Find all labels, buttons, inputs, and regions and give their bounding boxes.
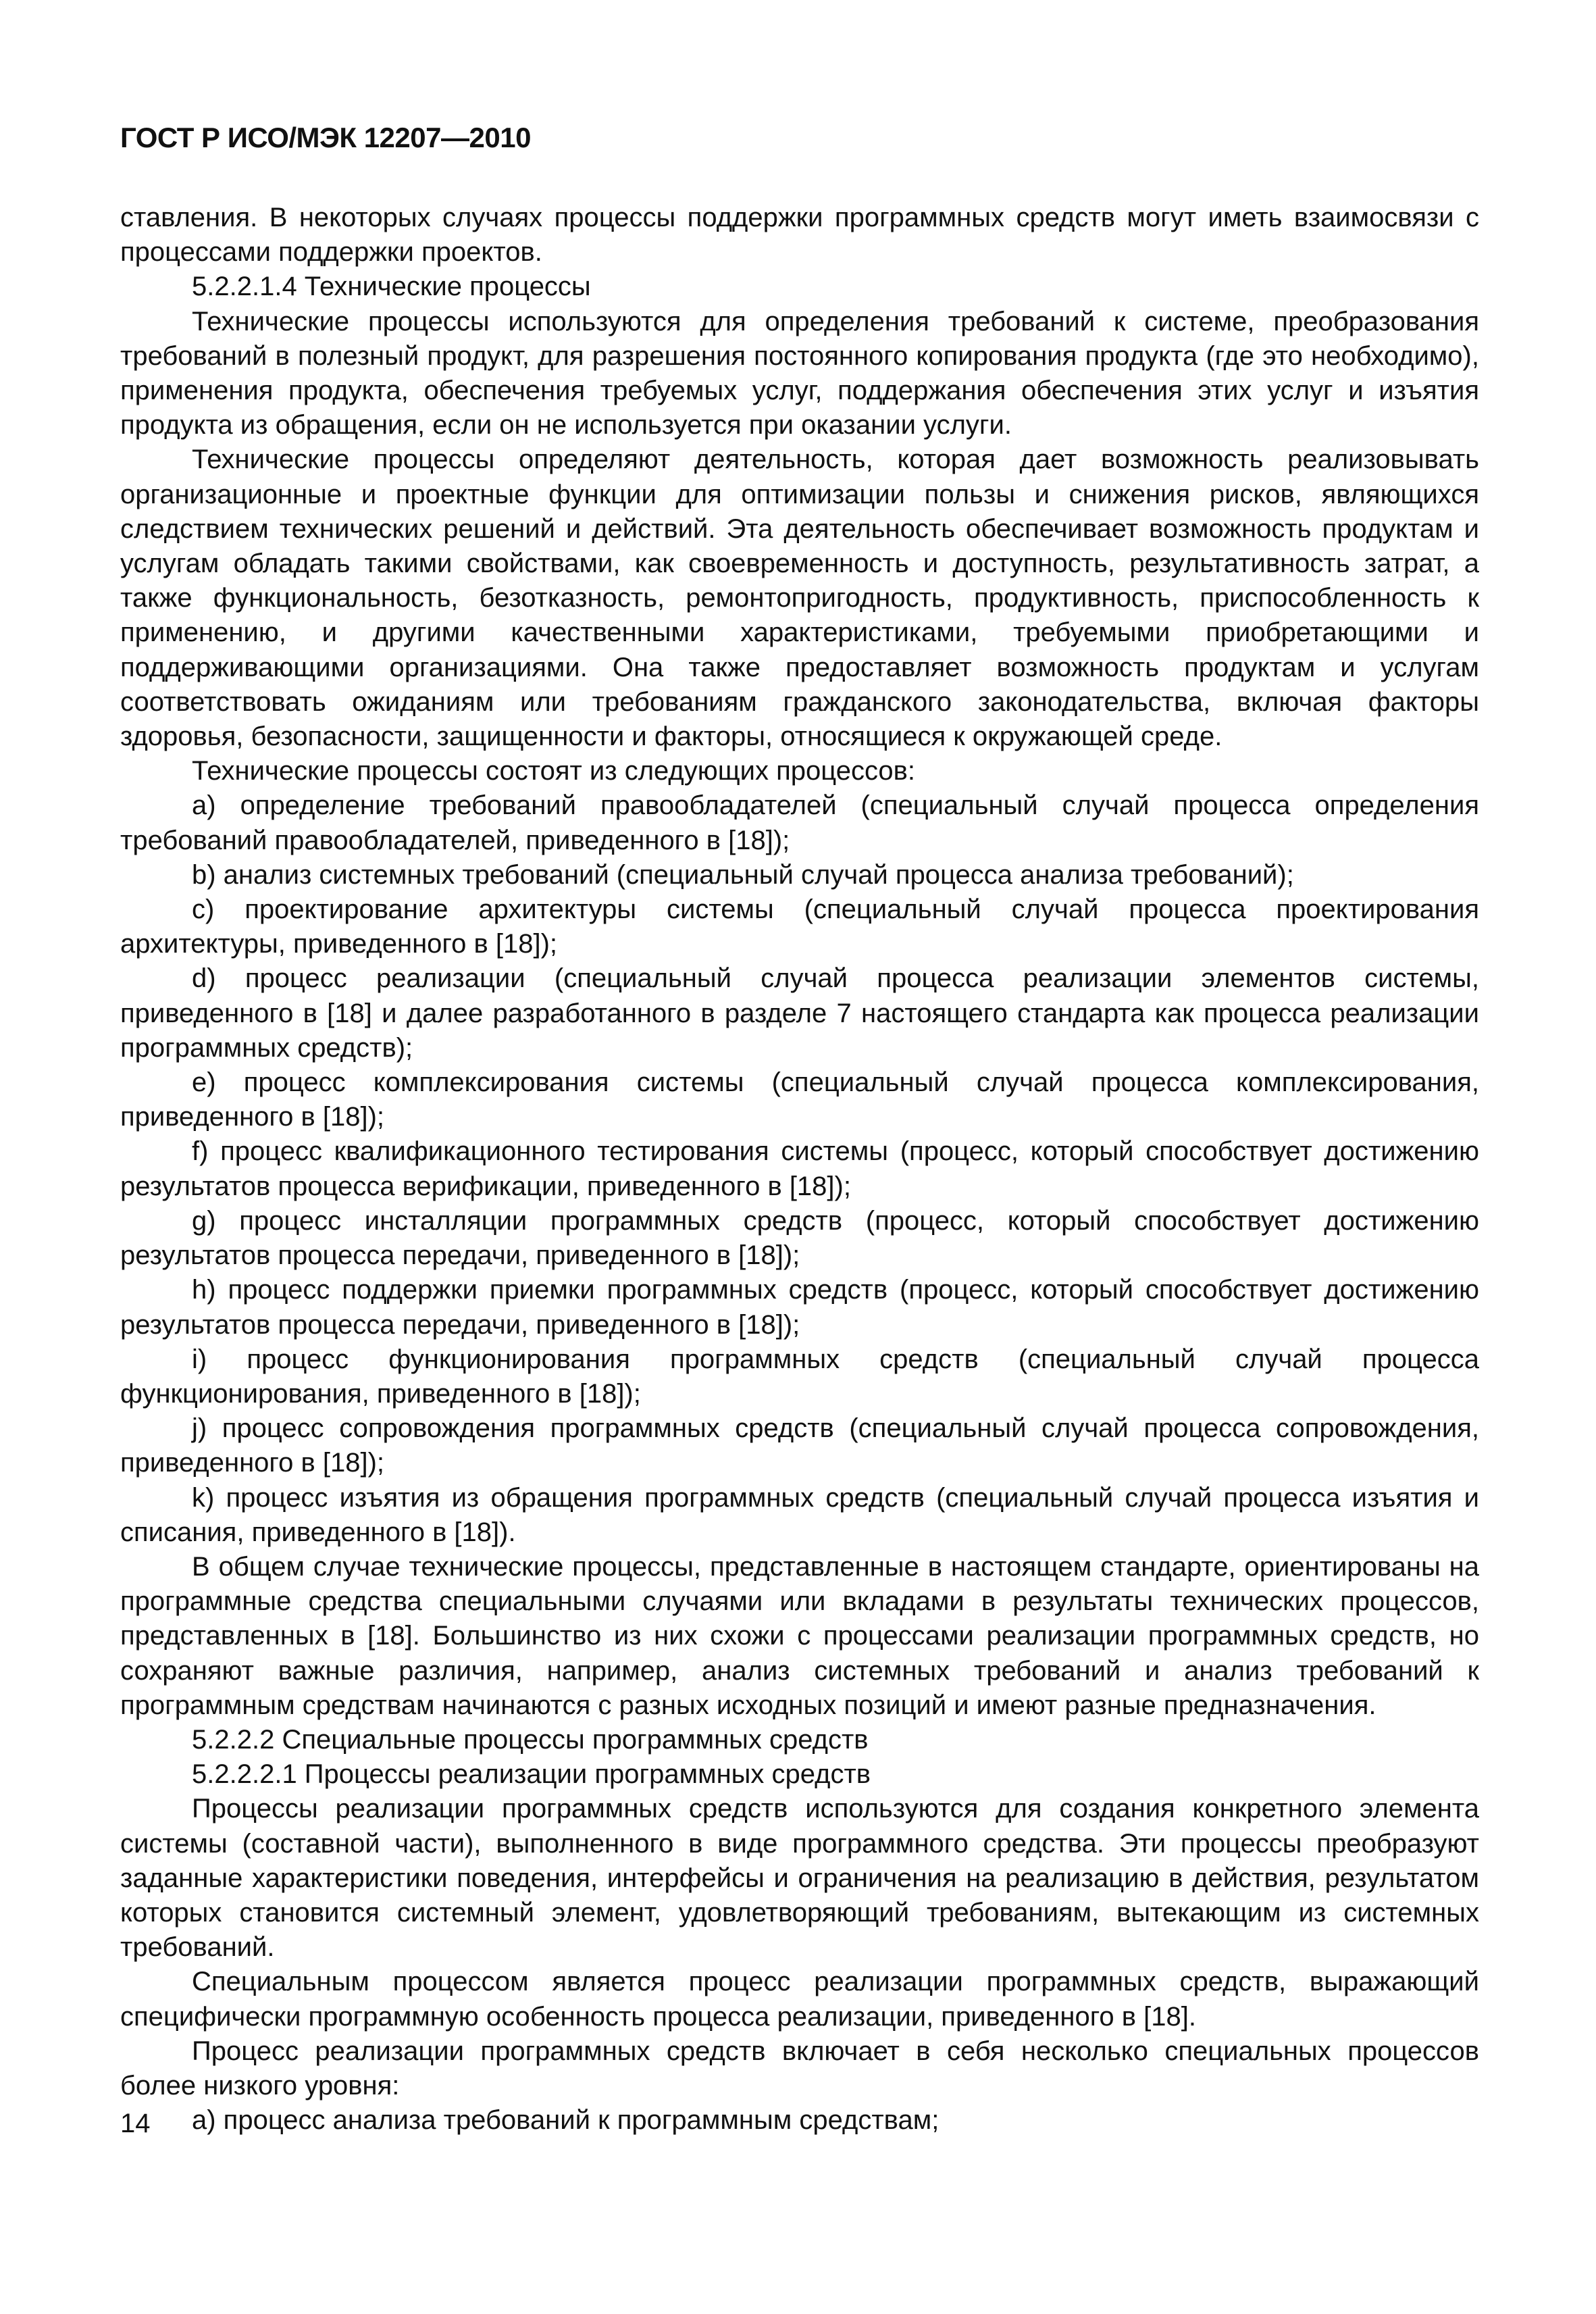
paragraph: a) определение требований правообладателей (специальный случай процесса определения требований правообладателей, приведенного в [18]); <box>120 790 1479 855</box>
paragraph: Технические процессы определяют деятельность, которая дает возможность реализовывать организационные и проектные функции для оптимизации пользы и снижения рисков, являющихся следствием технических решений и действий. Эта деятельность обеспечивает возможность продуктам и услугам обладать такими свойствами, как своевременность и доступность, результативность затрат, а также функциональность, безотказность, ремонтопригодность, продуктивность, приспособленность к применению, и другими качественными характеристиками, требуемыми приобретающими и поддерживающими организациями. Она также предоставляет возможность продуктам и услугам соответствовать ожиданиям или требованиям гражданского законодательства, включая факторы здоровья, безопасности, защищенности и факторы, относящиеся к окружающей среде. <box>120 445 1479 752</box>
paragraph: Специальным процессом является процесс реализации программных средств, выражающий специфически программную особенность процесса реализации, приведенного в [18]. <box>120 1967 1479 2032</box>
body-text <box>120 201 1479 2138</box>
paragraph: Процесс реализации программных средств включает в себя несколько специальных процессов более низкого уровня: <box>120 2036 1479 2101</box>
paragraph: 5.2.2.2.1 Процессы реализации программных средств <box>192 1759 871 1790</box>
paragraph: i) процесс функционирования программных средств (специальный случай процесса функционирования, приведенного в [18]); <box>120 1344 1479 1409</box>
paragraph: Технические процессы состоят из следующих процессов: <box>192 756 916 786</box>
document-header: ГОСТ Р ИСО/МЭК 12207—2010 <box>120 122 531 153</box>
paragraph: j) процесс сопровождения программных средств (специальный случай процесса сопровождения, приведенного в [18]); <box>120 1413 1479 1478</box>
paragraph: Технические процессы используются для определения требований к системе, преобразования требований в полезный продукт, для разрешения постоянного копирования продукта (где это необходимо), применения продукта, обеспечения требуемых услуг, поддержания обеспечения этих услуг и изъятия продукта из обращения, если он не используется при оказании услуги. <box>120 306 1479 441</box>
paragraph: k) процесс изъятия из обращения программных средств (специальный случай процесса изъятия и списания, приведенного в [18]). <box>120 1482 1479 1547</box>
paragraph: 5.2.2.1.4 Технические процессы <box>192 272 591 302</box>
paragraph: Процессы реализации программных средств используются для создания конкретного элемента системы (составной части), выполненного в виде программного средства. Эти процессы преобразуют заданные характеристики поведения, интерфейсы и ограничения на реализацию в действия, результатом которых становится системный элемент, удовлетворяющий требованиям, вытекающим из системных требований. <box>120 1794 1479 1963</box>
paragraph: h) процесс поддержки приемки программных средств (процесс, который способствует достижению результатов процесса передачи, приведенного в [18]); <box>120 1275 1479 1340</box>
paragraph: ставления. В некоторых случаях процессы поддержки программных средств могут иметь взаимосвязи с процессами поддержки проектов. <box>120 203 1479 268</box>
paragraph: e) процесс комплексирования системы (специальный случай процесса комплексирования, приведенного в [18]); <box>120 1067 1479 1132</box>
page-number: 14 <box>120 2109 151 2138</box>
paragraph: g) процесс инсталляции программных средств (процесс, который способствует достижению результатов процесса передачи, приведенного в [18]); <box>120 1205 1479 1271</box>
paragraph: a) процесс анализа требований к программным средствам; <box>192 2105 939 2136</box>
paragraph: c) проектирование архитектуры системы (специальный случай процесса проектирования архитектуры, приведенного в [18]); <box>120 895 1479 959</box>
paragraph: d) процесс реализации (специальный случай процесса реализации элементов системы, приведенного в [18] и далее разработанного в разделе 7 настоящего стандарта как процесса реализации программных средств); <box>120 963 1479 1063</box>
paragraph: f) процесс квалификационного тестирования системы (процесс, который способствует достижению результатов процесса верификации, приведенного в [18]); <box>120 1136 1479 1201</box>
paragraph: В общем случае технические процессы, представленные в настоящем стандарте, ориентированы на программные средства специальными случаями или вкладами в результаты технических процессов, представленных в [18]. Большинство из них схожи с процессами реализации программных средств, но сохраняют важные различия, например, анализ системных требований и анализ требований к программным средствам начинаются с разных исходных позиций и имеют разные предназначения. <box>120 1551 1479 1720</box>
paragraph: b) анализ системных требований (специальный случай процесса анализа требований); <box>192 859 1294 890</box>
paragraph: 5.2.2.2 Специальные процессы программных средств <box>192 1724 869 1755</box>
